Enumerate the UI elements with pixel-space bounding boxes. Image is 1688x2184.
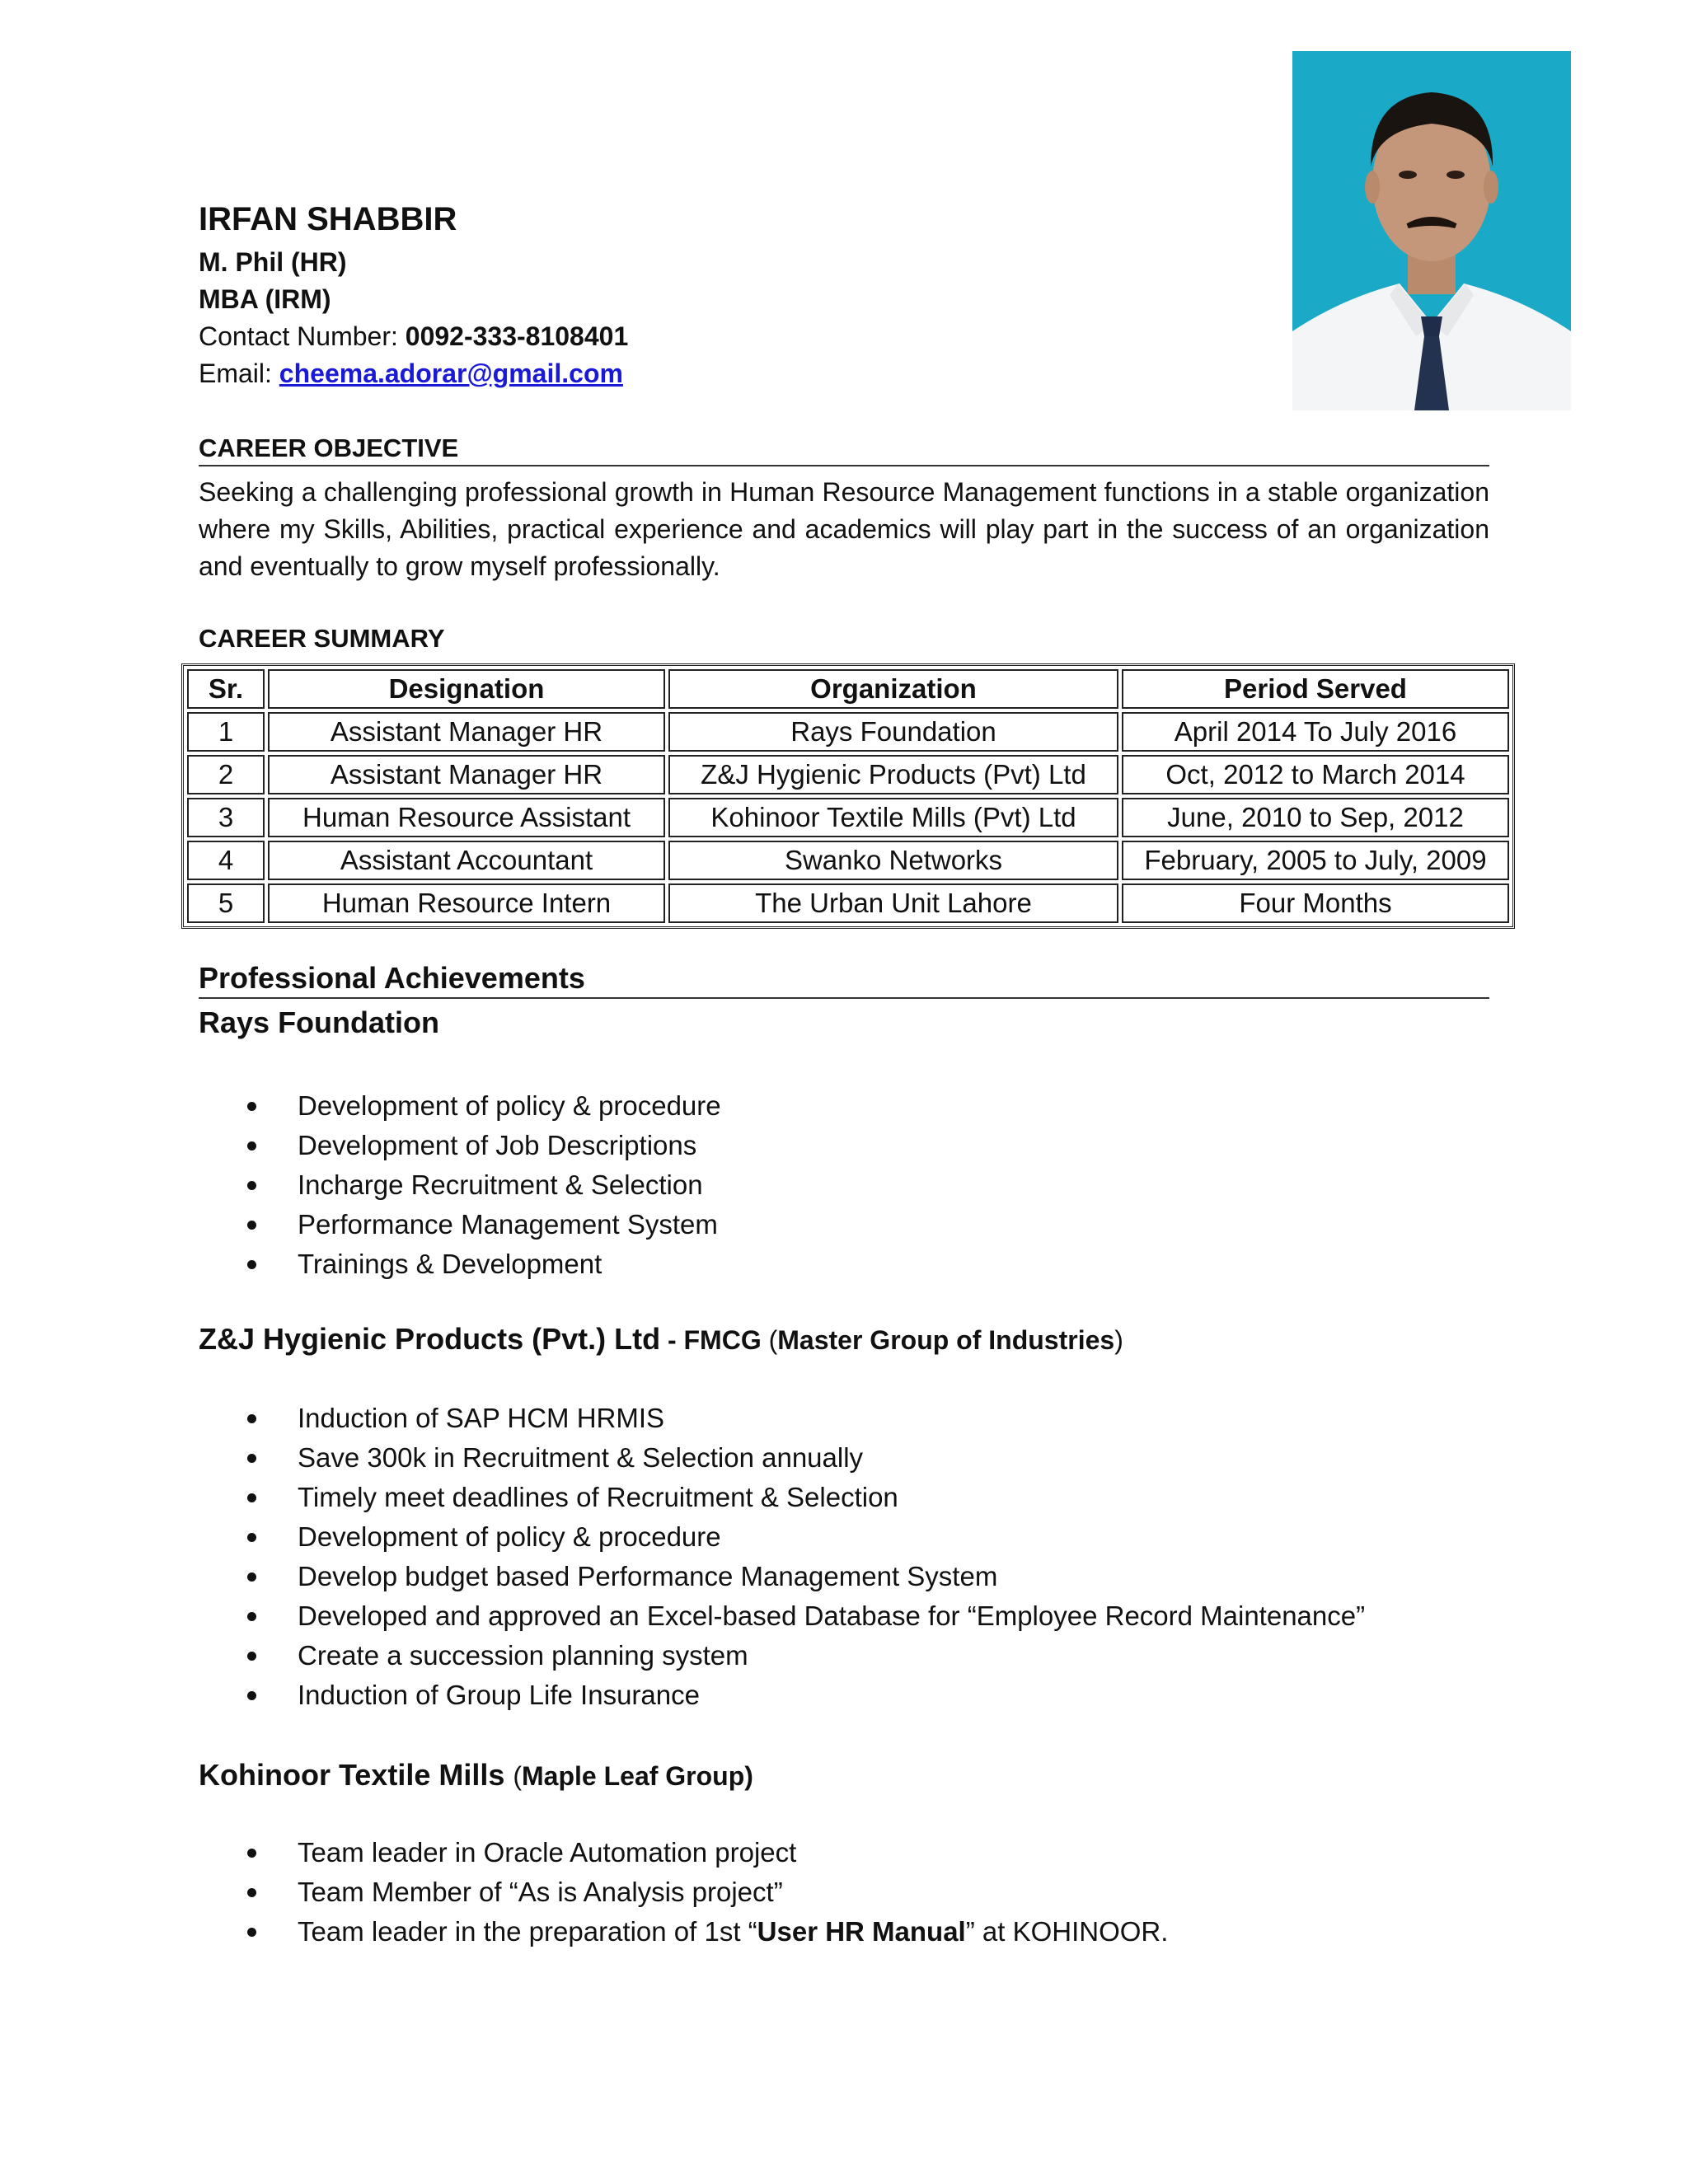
degree-mphil: M. Phil (HR) [199,247,347,277]
list-item-prefix: Team leader in the preparation of 1st “ [298,1916,757,1947]
rays-achievements-list [247,1086,721,1284]
cell-sr: 2 [187,755,265,794]
list-item-suffix: ” at KOHINOOR. [965,1916,1169,1947]
zj-achievements-list [247,1399,1365,1715]
cell-organization: Kohinoor Textile Mills (Pvt) Ltd [668,798,1118,837]
list-item: Team leader in Oracle Automation project [247,1833,1168,1872]
list-item: Induction of Group Life Insurance [247,1675,1365,1715]
cell-designation: Assistant Manager HR [268,755,665,794]
cell-organization: The Urban Unit Lahore [668,883,1118,923]
list-item: Performance Management System [247,1205,721,1244]
portrait-illustration [1292,51,1571,410]
email-line [199,359,623,389]
cell-designation: Human Resource Assistant [268,798,665,837]
table-row [187,712,1509,752]
list-item: Development of policy & procedure [247,1086,721,1126]
cell-designation: Assistant Accountant [268,841,665,880]
company-heading-kohinoor [199,1758,753,1793]
achievements-heading: Professional Achievements [199,961,1489,999]
cell-sr: 3 [187,798,265,837]
contact-number: 0092-333-8108401 [405,321,629,351]
candidate-name: IRFAN SHABBIR [199,201,457,237]
kohinoor-title: Kohinoor Textile Mills [199,1758,513,1792]
table-row [187,841,1509,880]
cell-sr: 1 [187,712,265,752]
contact-line [199,321,628,352]
list-item: Develop budget based Performance Management System [247,1557,1365,1596]
table-row [187,798,1509,837]
column-header-sr: Sr. [187,669,265,709]
zj-sector: - FMCG [660,1325,769,1355]
email-link[interactable]: cheema.adorar@gmail.com [279,359,623,388]
cell-sr: 5 [187,883,265,923]
column-header-period: Period Served [1122,669,1509,709]
cell-sr: 4 [187,841,265,880]
cell-designation: Assistant Manager HR [268,712,665,752]
cell-organization: Rays Foundation [668,712,1118,752]
list-item: Developed and approved an Excel-based Database for “Employee Record Maintenance” [247,1596,1365,1636]
list-item-bold: User HR Manual [757,1916,966,1947]
kohinoor-group: Maple Leaf Group) [522,1761,753,1791]
contact-label: Contact Number: [199,321,406,351]
list-item: Incharge Recruitment & Selection [247,1165,721,1205]
kohinoor-paren-open: ( [513,1761,523,1791]
zj-title: Z&J Hygienic Products (Pvt.) Ltd [199,1322,661,1356]
career-summary-table [181,663,1515,929]
zj-paren-close: ) [1114,1325,1123,1355]
cell-period: June, 2010 to Sep, 2012 [1122,798,1509,837]
career-summary-heading: CAREER SUMMARY [199,624,445,653]
degree-mba: MBA (IRM) [199,284,331,314]
career-objective-text: Seeking a challenging professional growth in Human Resource Management functions in a stable organization where my Skills, Abilities, practical experience and academics will play part in the success of an organization and eventually to grow myself professionally. [199,477,1489,581]
column-header-organization: Organization [668,669,1118,709]
email-label: Email: [199,359,279,388]
kohinoor-achievements-list [247,1833,1168,1952]
list-item: Save 300k in Recruitment & Selection annually [247,1438,1365,1478]
zj-group: Master Group of Industries [777,1325,1115,1355]
cell-organization: Z&J Hygienic Products (Pvt) Ltd [668,755,1118,794]
company-heading-rays: Rays Foundation [199,1005,440,1039]
list-item: Development of policy & procedure [247,1517,1365,1557]
company-heading-zj [199,1322,1123,1357]
list-item: Timely meet deadlines of Recruitment & Selection [247,1478,1365,1517]
list-item: Development of Job Descriptions [247,1126,721,1165]
zj-paren-open: ( [768,1325,778,1355]
cell-period: April 2014 To July 2016 [1122,712,1509,752]
cell-period: Four Months [1122,883,1509,923]
career-objective-heading: CAREER OBJECTIVE [199,434,1489,466]
profile-photo [1292,51,1571,410]
cell-period: Oct, 2012 to March 2014 [1122,755,1509,794]
list-item: Trainings & Development [247,1244,721,1284]
table-row [187,755,1509,794]
cell-period: February, 2005 to July, 2009 [1122,841,1509,880]
list-item: Team Member of “As is Analysis project” [247,1872,1168,1912]
list-item [247,1912,1168,1952]
list-item: Induction of SAP HCM HRMIS [247,1399,1365,1438]
table-row [187,883,1509,923]
cell-designation: Human Resource Intern [268,883,665,923]
table-header-row [187,669,1509,709]
cell-organization: Swanko Networks [668,841,1118,880]
list-item: Create a succession planning system [247,1636,1365,1675]
column-header-designation: Designation [268,669,665,709]
